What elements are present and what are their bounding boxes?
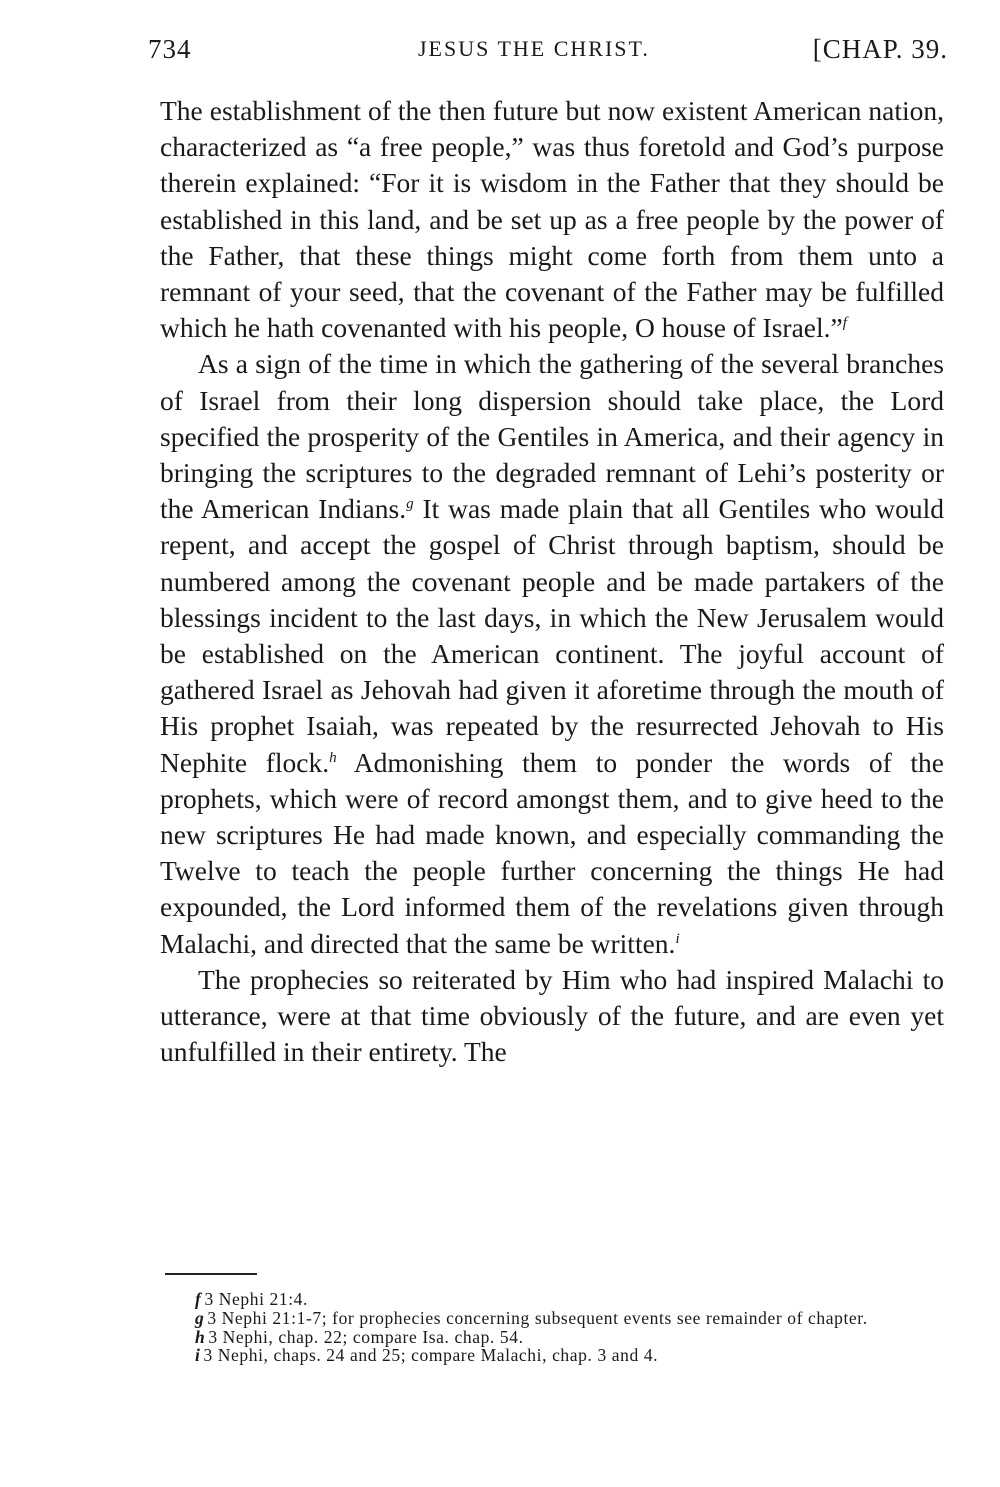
body-text xyxy=(160,93,944,1070)
footnote-key: i xyxy=(195,1345,201,1366)
footnote-divider xyxy=(165,1273,257,1275)
running-title: JESUS THE CHRIST. xyxy=(418,36,650,61)
page-header xyxy=(148,34,948,74)
chapter-reference: [CHAP. 39. xyxy=(812,34,948,64)
footnotes xyxy=(165,1290,945,1365)
footnote-key: h xyxy=(195,1326,206,1347)
footnote-marker: f xyxy=(842,315,847,332)
paragraph-text: It was made plain that all Gentiles who would repent, and accept the gospel of Christ through baptism, should be numbered among the covenant people and be made partakers of the blessings incident to the last days, in which the New Jerusalem would be established on the American continent. The joyful account of gathered Israel as Jehovah had given it aforetime through the mouth of His prophet Isaiah, was repeated by the resurrected Jehovah to His Nephite flock. xyxy=(160,493,944,778)
footnote-marker: g xyxy=(406,496,414,513)
paragraph-text: The establishment of the then future but now existent American nation, characterized as “a free people,” was thus foretold and God’s purpose therein explained: “For it is wisdom in the Father that they should be established in this land, and be set up as a free people by the power of the Father, that these things might come forth from them unto a remnant of your seed, that the covenant of the Father may be fulfilled which he hath covenanted with his people, O house of Israel.” xyxy=(160,95,944,344)
footnote-text: 3 Nephi, chap. 22; compare Isa. chap. 54. xyxy=(208,1326,524,1347)
footnote-key: g xyxy=(195,1307,205,1328)
footnote-i xyxy=(165,1346,945,1365)
footnote-key: f xyxy=(195,1289,202,1309)
footnote-g xyxy=(165,1309,945,1328)
page-number: 734 xyxy=(148,34,192,64)
paragraph-text: The prophecies so reiterated by Him who had inspired Malachi to utterance, were at that time obviously of the future, and are even yet unfulfilled in their entirety. The xyxy=(160,963,944,1068)
footnote-marker: i xyxy=(675,930,680,947)
paragraph-3 xyxy=(160,962,944,1071)
footnote-f xyxy=(165,1290,945,1309)
paragraph-2 xyxy=(160,346,944,961)
footnote-text: 3 Nephi, chaps. 24 and 25; compare Malachi, chap. 3 and 4. xyxy=(203,1345,659,1366)
paragraph-1 xyxy=(160,93,944,346)
footnote-text: 3 Nephi 21:4. xyxy=(204,1289,308,1309)
paragraph-text: Admonishing them to ponder the words of the prophets, which were of record amongst them, and to give heed to the new scriptures He had made known, and especially commanding the Twelve to teach the people further concerning the things He had expounded, the Lord informed them of the revelations given through Malachi, and directed that the same be written. xyxy=(160,746,944,959)
footnote-h xyxy=(165,1328,945,1347)
footnote-marker: h xyxy=(329,749,337,766)
paragraph-text: As a sign of the time in which the gathering of the several branches of Israel from their long dispersion should take place, the Lord specified the prosperity of the Gentiles in America, and their agency in bringing the scriptures to the degraded remnant of Lehi’s posterity or the American Indians. xyxy=(160,348,944,525)
footnote-text: 3 Nephi 21:1-7; for prophecies concerning subsequent events see remainder of chapter. xyxy=(207,1307,868,1328)
